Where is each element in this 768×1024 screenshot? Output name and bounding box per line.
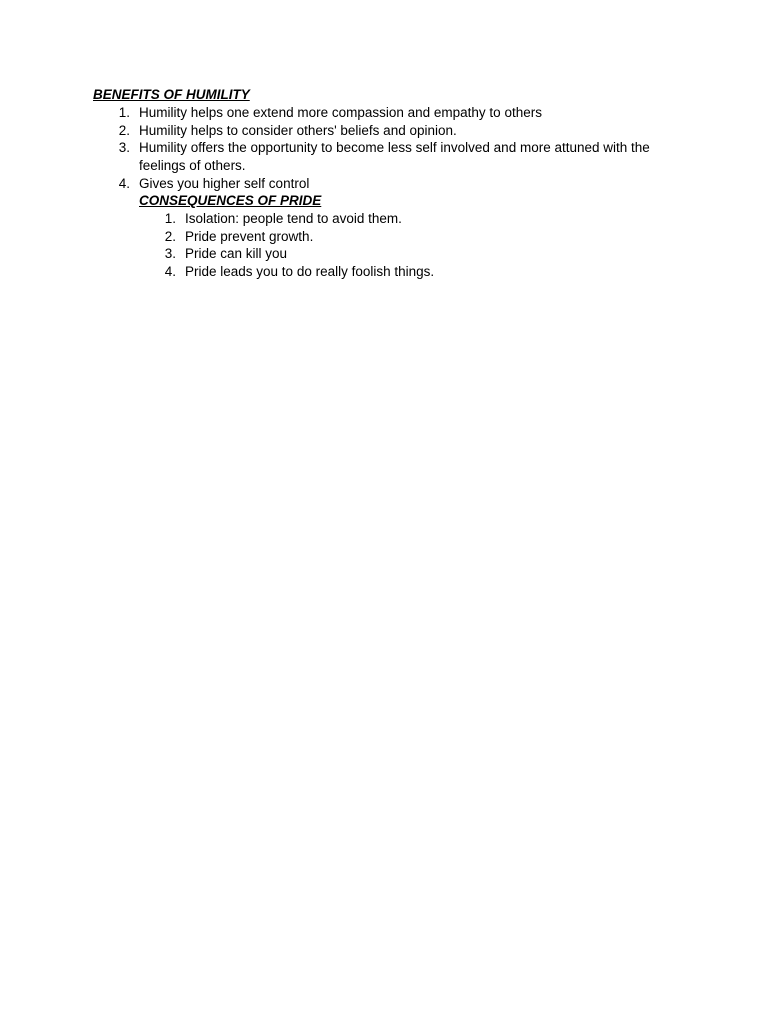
list-item [118, 139, 659, 174]
list-item-text: Humility offers the opportunity to become less self involved and more attuned with the feelings of others. [139, 140, 650, 174]
list-number: 3. [164, 246, 176, 262]
list-number: 2. [118, 122, 130, 138]
list-item [164, 245, 655, 263]
list-number: 3. [118, 140, 130, 156]
list-item [164, 263, 655, 281]
list-item-text: Humility helps one extend more compassion and empathy to others [139, 105, 542, 120]
list-item [118, 122, 659, 140]
list-number: 4. [164, 264, 176, 280]
list-number: 4. [118, 175, 130, 191]
list-item-text: Gives you higher self control [139, 175, 310, 191]
list-item-text: Pride prevent growth. [185, 228, 314, 244]
consequences-heading: CONSEQUENCES OF PRIDE [139, 193, 322, 208]
consequences-list [164, 210, 655, 281]
list-number: 2. [164, 228, 176, 244]
list-item [164, 228, 655, 246]
benefits-list [118, 104, 659, 193]
list-item-text: Pride can kill you [185, 246, 288, 262]
list-item-text: Humility helps to consider others' beliefs and opinion. [139, 122, 457, 138]
list-item [118, 104, 659, 122]
list-number: 1. [118, 105, 130, 120]
list-item [164, 210, 655, 228]
list-item-text: Isolation: people tend to avoid them. [185, 211, 402, 226]
benefits-heading: BENEFITS OF HUMILITY [93, 87, 250, 102]
list-number: 1. [164, 211, 176, 226]
list-item [118, 175, 659, 193]
list-item-text: Pride leads you to do really foolish things. [185, 264, 435, 280]
